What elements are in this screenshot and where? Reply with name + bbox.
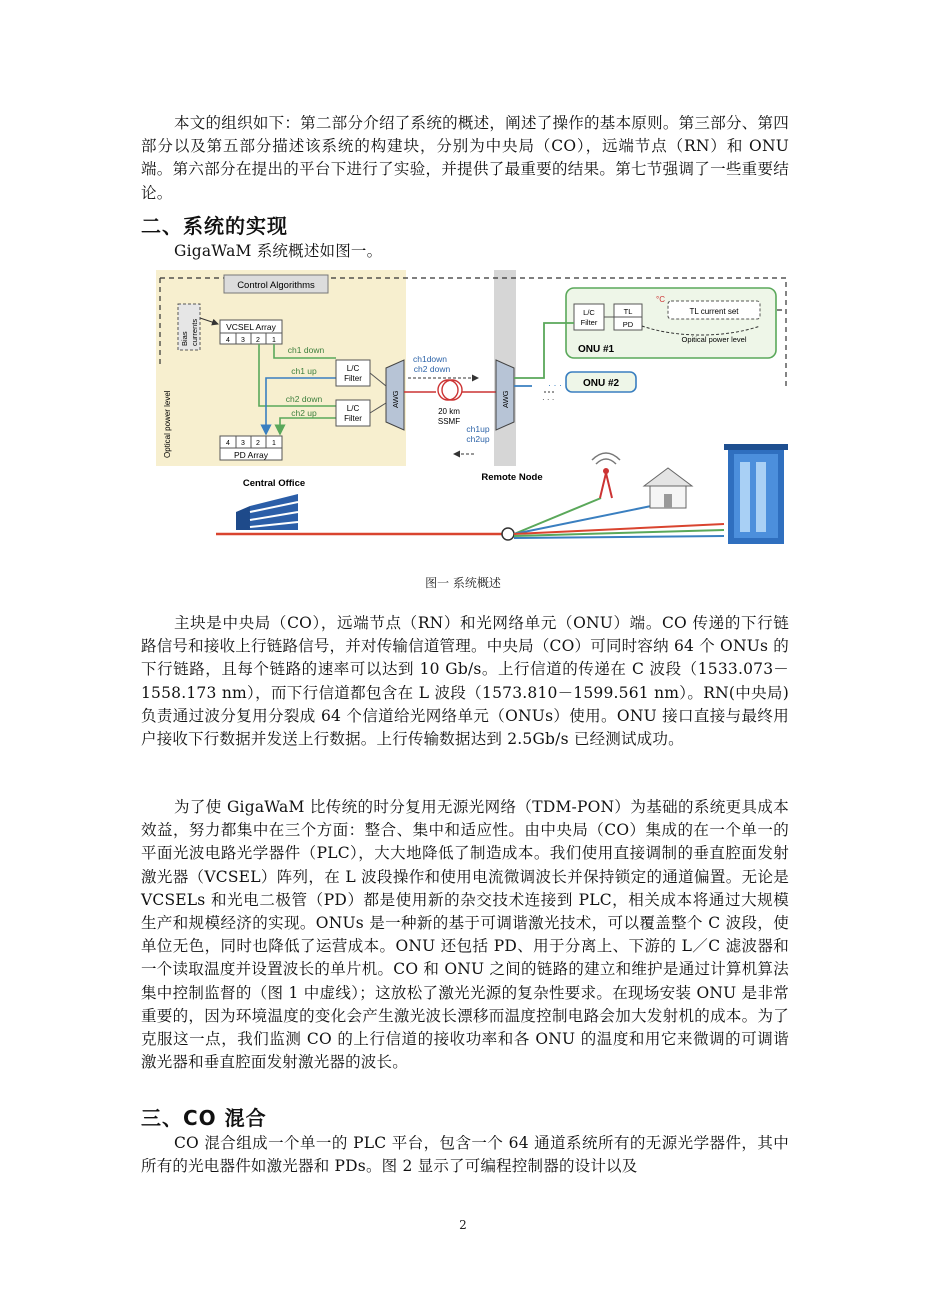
figure-diagram [156, 268, 796, 566]
onu-lc-label-a: L/C [583, 308, 595, 317]
paragraph-overview: GigaWaM 系统概述如图一。 [174, 242, 383, 260]
vcsel-cell-1: 1 [272, 337, 276, 344]
paragraph-intro: 本文的组织如下：第二部分介绍了系统的概述，阐述了操作的基本原则。第三部分、第四部分以及第五部分描述该系统的构建块，分别为中央局（CO），远端节点（RN）和 ONU 端。第六部分在提出的平台下进行了实验，并提供了最重要的结果。第七节强调了一些重要结论。 [141, 114, 789, 202]
co-lc-filter-2-label-b: Filter [344, 414, 362, 423]
rn-ch1down-label: ch1down [412, 354, 448, 364]
central-office-building-icon [236, 494, 298, 530]
paragraph-main-blocks: 主块是中央局（CO），远端节点（RN）和光网络单元（ONU）端。CO 传递的下行链路信号和接收上行链路信号，并对传输信道管理。中央局（CO）可同时容纳 64 个 ONUs 的下行链路，且每个链路的速率可以达到 10 Gb/s。上行信道的传递在 C 波段（1533.073－1558.173 nm），而下行信道都包含在 L 波段（1573.810－1599.561 nm）。RN(中央局)负责通过波分复用分裂成 64 个信道给光网络单元（ONUs）使用。ONU 接口直接与最终用户接收下行数据并发送上行数据。上行传输数据达到 2.5Gb/s 已经测试成功。 [141, 614, 789, 749]
fiber-type-label: SSMF [437, 417, 461, 426]
onu-tl-label: TL [623, 307, 633, 316]
page-number: 2 [459, 1218, 467, 1232]
awg-right-label: AWG [501, 390, 510, 408]
rn-to-onu1-line [514, 323, 574, 378]
rn-ch1up-label: ch1up [466, 424, 490, 434]
onu-optical-power-label: Opitical power level [681, 335, 747, 344]
antenna-tower-icon [592, 453, 620, 498]
ch1-up-label: ch1 up [291, 366, 317, 376]
rn-to-onu2-dots: · · · [548, 380, 562, 390]
central-office-label: Central Office [242, 478, 306, 489]
ch1-down-label: ch1 down [287, 345, 325, 355]
fiber-spool-2 [442, 380, 462, 400]
section-heading-3: 三、CO 混合 [141, 1106, 267, 1130]
bias-label: Bias [180, 331, 189, 346]
co-lc-filter-2-label-a: L/C [346, 404, 360, 413]
system-overview-figure [156, 268, 796, 566]
vcsel-cell-2: 2 [256, 337, 260, 344]
paragraph-cost: 为了使 GigaWaM 比传统的时分复用无源光网络（TDM-PON）为基础的系统更具成本效益，努力都集中在三个方面：整合、集中和适应性。由中央局（CO）集成的在一个单一的平面光波电路光学器件（PLC），大大地降低了制造成本。我们使用直接调制的垂直腔面发射激光器（VCSEL）阵列，在 L 波段操作和使用电流微调波长并保持锁定的通道偏置。无论是 VCSELs 和光电二极管（PD）都是使用新的杂交技术连接到 PLC，相关成本将通过大规模生产和规模经济的实现。ONUs 是一种新的基于可调谐激光技术，可以覆盖整个 C 波段，使单位无色，同时也降低了运营成本。ONU 还包括 PD、用于分离上、下游的 L／C 滤波器和一个读取温度并设置波长的单片机。CO 和 ONU 之间的链路的建立和维护是通过计算机算法集中控制监督的（图 1 中虚线）；这放松了激光光源的复杂性要求。在现场安装 ONU 是非常重要的，因为环境温度的变化会产生激光波长漂移而温度控制电路会加大发射机的成本。为了克服这一点，我们监测 CO 的上行信道的接收功率和各 ONU 的温度和用它来微调的可调谐激光器和垂直腔面发射激光器的波长。 [141, 798, 789, 1072]
rn-more-dots: · · · [542, 395, 555, 404]
optical-power-level-label: Optical power level [163, 390, 172, 458]
fiber-spool-1 [438, 380, 458, 400]
rn-datacenter-link-blue [514, 536, 724, 538]
rn-tower-link [514, 498, 601, 534]
section-heading-2: 二、系统的实现 [141, 214, 288, 238]
pd-cell-3: 3 [241, 440, 245, 447]
thermometer-icon: °C [656, 295, 665, 304]
awg-left-label: AWG [391, 390, 400, 408]
co-lc-filter-1-label-a: L/C [346, 364, 360, 373]
pd-cell-1: 1 [272, 440, 276, 447]
pd-cell-4: 4 [226, 440, 230, 447]
paragraph-co-hybrid: CO 混合组成一个单一的 PLC 平台，包含一个 64 通道系统所有的无源光学器件，其中所有的光电器件如激光器和 PDs。图 2 显示了可编程控制器的设计以及 [141, 1134, 789, 1176]
pd-cell-2: 2 [256, 440, 260, 447]
house-icon [644, 468, 692, 508]
figure-caption: 图一 系统概述 [425, 576, 501, 590]
vcsel-cell-3: 3 [241, 337, 245, 344]
co-lc-filter-1-label-b: Filter [344, 374, 362, 383]
control-algorithms-label: Control Algorithms [237, 280, 315, 291]
vcsel-array-label: VCSEL Array [226, 322, 276, 332]
remote-node-label: Remote Node [481, 472, 543, 483]
onu1-label: ONU #1 [577, 344, 615, 355]
onu-lc-label-b: Filter [580, 318, 598, 327]
vcsel-cell-4: 4 [226, 337, 230, 344]
onu-pd-label: PD [622, 320, 634, 329]
onu2-label: ONU #2 [582, 378, 620, 389]
rn-ch2up-label: ch2up [466, 434, 490, 444]
datacenter-building-icon [724, 444, 788, 544]
rn-ch2down-label: ch2 down [413, 364, 451, 374]
rn-splitter-node [502, 528, 514, 540]
ch2-up-label: ch2 up [291, 408, 317, 418]
pd-array-label: PD Array [233, 450, 269, 460]
tl-current-set-label: TL current set [689, 307, 739, 316]
fiber-length-label: 20 km [438, 407, 460, 416]
ch2-down-label: ch2 down [285, 394, 323, 404]
currents-label: currents [190, 318, 199, 346]
